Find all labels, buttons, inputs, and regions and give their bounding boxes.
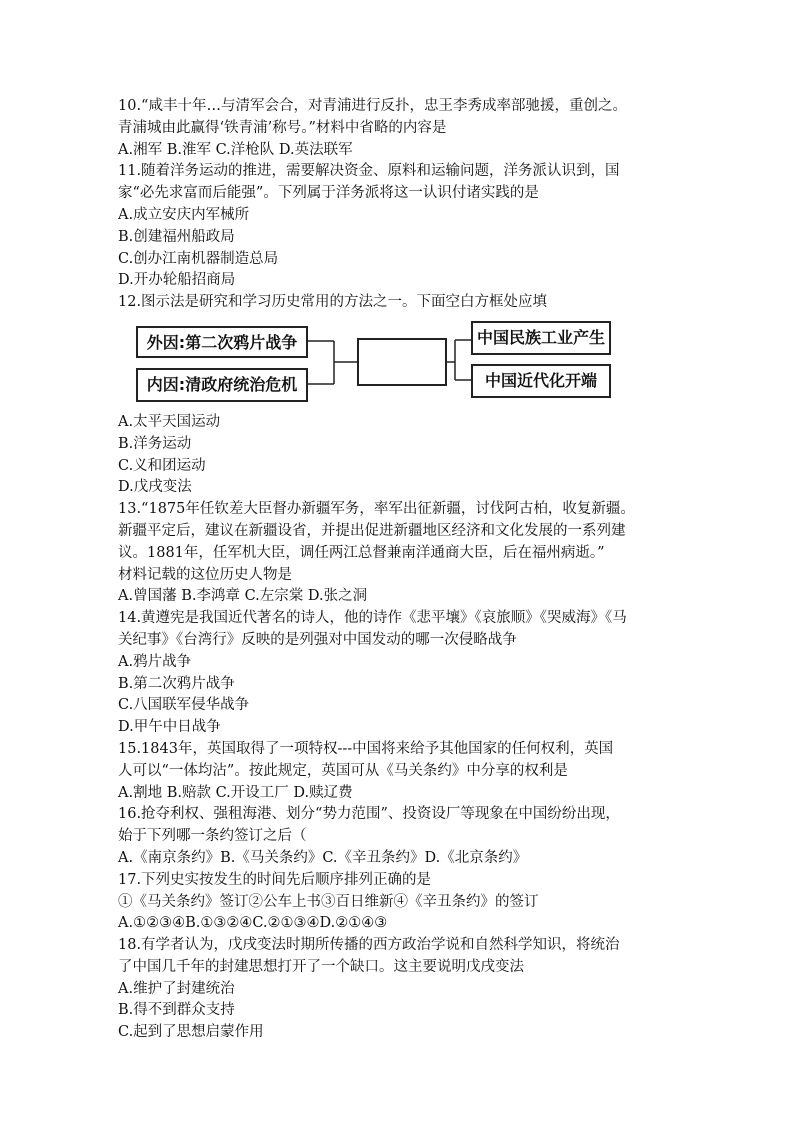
option-a: A.鸦片战争 xyxy=(118,653,192,670)
option-c: C.创办江南机器制造总局 xyxy=(118,250,279,267)
question-12 xyxy=(118,292,668,499)
option-d: D.甲午中日战争 xyxy=(118,719,221,736)
question-16 xyxy=(118,804,668,869)
question-stem: 议。1881年，任军机大臣，调任两江总督兼南洋通商大臣，后在福州病逝。” xyxy=(118,544,605,561)
external-cause-box: 外因:第二次鸦片战争 xyxy=(136,326,308,358)
question-stem: 了中国几千年的封建思想打开了一个缺口。这主要说明戊戌变法 xyxy=(118,958,524,975)
cause-effect-diagram xyxy=(122,318,622,408)
blank-answer-box xyxy=(357,338,447,386)
event-list: ①《马关条约》签订②公车上书③百日维新④《辛丑条约》的签订 xyxy=(118,893,539,910)
option-d: D.开办轮船招商局 xyxy=(118,272,236,289)
question-11 xyxy=(118,161,668,292)
question-stem: 16.抢夺利权、强租海港、划分“势力范围”、投资设厂等现象在中国纷纷出现， xyxy=(118,806,620,823)
internal-cause-box: 内因:清政府统治危机 xyxy=(136,368,308,402)
question-stem: 人可以“一体均沾”。按此规定，英国可从《马关条约》中分享的权利是 xyxy=(118,762,568,779)
question-18 xyxy=(118,935,668,1044)
option-a: A.太平天国运动 xyxy=(118,413,221,430)
question-stem: 17.下列史实按发生的时间先后顺序排列正确的是 xyxy=(118,871,432,888)
effect-modernization-box: 中国近代化开端 xyxy=(471,364,611,398)
question-stem: 13.“1875年任钦差大臣督办新疆军务，率军出征新疆，讨伐阿古柏，收复新疆。 xyxy=(118,501,635,518)
question-stem: 14.黄遵宪是我国近代著名的诗人，他的诗作《悲平壤》《哀旅顺》《哭威海》《马 xyxy=(118,610,627,627)
question-stem: 新疆平定后，建议在新疆设省，并提出促进新疆地区经济和文化发展的一系列建 xyxy=(118,522,626,539)
answer-options: A.曾国藩 B.李鸿章 C.左宗棠 D.张之洞 xyxy=(118,588,368,605)
answer-options: A.《南京条约》B.《马关条约》C.《辛丑条约》D.《北京条约》 xyxy=(118,849,528,866)
question-stem: 始于下列哪一条约签订之后（ xyxy=(118,828,307,845)
question-stem: 10.“咸丰十年…与清军会合，对青浦进行反扑，忠王李秀成率部驰援，重创之。 xyxy=(118,98,627,114)
question-10 xyxy=(118,96,668,161)
option-b: B.洋务运动 xyxy=(118,435,192,452)
question-sheet xyxy=(118,96,668,1044)
question-stem: 材料记载的这位历史人物是 xyxy=(118,566,292,583)
effect-industry-box: 中国民族工业产生 xyxy=(471,321,611,355)
option-b: B.得不到群众支持 xyxy=(118,1002,235,1019)
question-stem: 11.随着洋务运动的推进，需要解决资金、原料和运输问题，洋务派认识到，国 xyxy=(118,163,620,180)
question-15 xyxy=(118,739,668,804)
option-a: A.成立安庆内军械所 xyxy=(118,206,250,223)
answer-options: A.湘军 B.淮军 C.洋枪队 D.英法联军 xyxy=(118,141,353,158)
question-13 xyxy=(118,499,668,608)
question-stem: 18.有学者认为，戊戌变法时期所传播的西方政治学说和自然科学知识，将统治 xyxy=(118,937,620,954)
answer-options: A.割地 B.赔款 C.开设工厂 D.赎辽费 xyxy=(118,784,353,801)
question-14 xyxy=(118,608,668,739)
option-c: C.义和团运动 xyxy=(118,457,206,474)
question-17 xyxy=(118,870,668,935)
question-stem: 青浦城由此赢得‘铁青浦’称号。”材料中省略的内容是 xyxy=(118,119,447,136)
option-a: A.维护了封建统治 xyxy=(118,980,235,997)
question-stem: 15.1843年，英国取得了一项特权---中国将来给予其他国家的任何权利，英国 xyxy=(118,740,614,757)
option-b: B.创建福州船政局 xyxy=(118,228,235,245)
question-stem: 12.图示法是研究和学习历史常用的方法之一。下面空白方框处应填 xyxy=(118,294,548,311)
option-b: B.第二次鸦片战争 xyxy=(118,675,235,692)
option-c: C.起到了思想启蒙作用 xyxy=(118,1024,264,1041)
question-stem: 关纪事》《台湾行》反映的是列强对中国发动的哪一次侵略战争 xyxy=(118,631,517,648)
option-d: D.戊戌变法 xyxy=(118,479,192,496)
option-c: C.八国联军侵华战争 xyxy=(118,697,250,714)
question-stem: 家“必先求富而后能强”。下列属于洋务派将这一认识付诸实践的是 xyxy=(118,185,539,202)
answer-options: A.①②③④B.①③②④C.②①③④D.②①④③ xyxy=(118,915,388,932)
